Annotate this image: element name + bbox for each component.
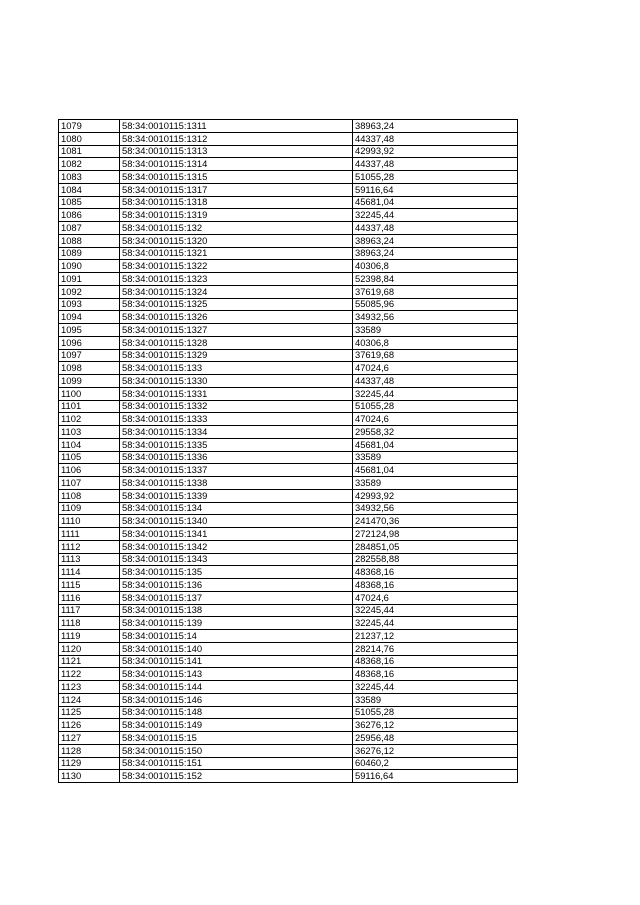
cadastral-number-cell: 58:34:0010115:1338 <box>120 477 353 490</box>
value-cell: 55085,96 <box>353 298 518 311</box>
row-number-cell: 1103 <box>59 426 120 439</box>
row-number-cell: 1125 <box>59 706 120 719</box>
row-number-cell: 1108 <box>59 489 120 502</box>
cadastral-number-cell: 58:34:0010115:1332 <box>120 400 353 413</box>
cadastral-number-cell: 58:34:0010115:138 <box>120 604 353 617</box>
table-row <box>59 732 518 745</box>
value-cell: 59116,64 <box>353 770 518 783</box>
value-cell: 47024,6 <box>353 413 518 426</box>
table-row <box>59 477 518 490</box>
table-row <box>59 528 518 541</box>
value-cell: 42993,92 <box>353 145 518 158</box>
value-cell: 44337,48 <box>353 158 518 171</box>
table-row <box>59 591 518 604</box>
table-row <box>59 426 518 439</box>
cadastral-number-cell: 58:34:0010115:148 <box>120 706 353 719</box>
row-number-cell: 1106 <box>59 464 120 477</box>
row-number-cell: 1086 <box>59 209 120 222</box>
table-row <box>59 145 518 158</box>
table-row <box>59 209 518 222</box>
value-cell: 37619,68 <box>353 349 518 362</box>
row-number-cell: 1104 <box>59 438 120 451</box>
value-cell: 32245,44 <box>353 617 518 630</box>
cadastral-number-cell: 58:34:0010115:136 <box>120 579 353 592</box>
table-row <box>59 719 518 732</box>
table-row <box>59 234 518 247</box>
row-number-cell: 1098 <box>59 362 120 375</box>
cadastral-number-cell: 58:34:0010115:149 <box>120 719 353 732</box>
row-number-cell: 1101 <box>59 400 120 413</box>
value-cell: 44337,48 <box>353 375 518 388</box>
cadastral-number-cell: 58:34:0010115:1328 <box>120 336 353 349</box>
row-number-cell: 1120 <box>59 642 120 655</box>
row-number-cell: 1097 <box>59 349 120 362</box>
table-row <box>59 668 518 681</box>
row-number-cell: 1084 <box>59 183 120 196</box>
cadastral-number-cell: 58:34:0010115:1311 <box>120 120 353 133</box>
cadastral-number-cell: 58:34:0010115:141 <box>120 655 353 668</box>
table-row <box>59 693 518 706</box>
row-number-cell: 1123 <box>59 681 120 694</box>
cadastral-number-cell: 58:34:0010115:140 <box>120 642 353 655</box>
table-row <box>59 630 518 643</box>
value-cell: 52398,84 <box>353 273 518 286</box>
cadastral-number-cell: 58:34:0010115:1320 <box>120 234 353 247</box>
cadastral-number-cell: 58:34:0010115:1319 <box>120 209 353 222</box>
table-row <box>59 681 518 694</box>
value-cell: 29558,32 <box>353 426 518 439</box>
row-number-cell: 1117 <box>59 604 120 617</box>
cadastral-number-cell: 58:34:0010115:1340 <box>120 515 353 528</box>
value-cell: 33589 <box>353 451 518 464</box>
table-body <box>59 120 518 783</box>
cadastral-number-cell: 58:34:0010115:139 <box>120 617 353 630</box>
table-row <box>59 120 518 133</box>
value-cell: 37619,68 <box>353 285 518 298</box>
cadastral-number-cell: 58:34:0010115:1329 <box>120 349 353 362</box>
cadastral-number-cell: 58:34:0010115:143 <box>120 668 353 681</box>
row-number-cell: 1118 <box>59 617 120 630</box>
cadastral-number-cell: 58:34:0010115:1327 <box>120 324 353 337</box>
row-number-cell: 1082 <box>59 158 120 171</box>
cadastral-number-cell: 58:34:0010115:1325 <box>120 298 353 311</box>
cadastral-number-cell: 58:34:0010115:15 <box>120 732 353 745</box>
row-number-cell: 1088 <box>59 234 120 247</box>
table-row <box>59 247 518 260</box>
cadastral-number-cell: 58:34:0010115:1336 <box>120 451 353 464</box>
value-cell: 42993,92 <box>353 489 518 502</box>
cadastral-number-cell: 58:34:0010115:1343 <box>120 553 353 566</box>
row-number-cell: 1085 <box>59 196 120 209</box>
cadastral-number-cell: 58:34:0010115:150 <box>120 744 353 757</box>
table-row <box>59 413 518 426</box>
row-number-cell: 1094 <box>59 311 120 324</box>
value-cell: 47024,6 <box>353 591 518 604</box>
cadastral-number-cell: 58:34:0010115:1322 <box>120 260 353 273</box>
row-number-cell: 1107 <box>59 477 120 490</box>
cadastral-number-cell: 58:34:0010115:1342 <box>120 540 353 553</box>
value-cell: 38963,24 <box>353 120 518 133</box>
value-cell: 51055,28 <box>353 706 518 719</box>
table-row <box>59 489 518 502</box>
row-number-cell: 1099 <box>59 375 120 388</box>
value-cell: 34932,56 <box>353 502 518 515</box>
value-cell: 51055,28 <box>353 400 518 413</box>
table-row <box>59 502 518 515</box>
value-cell: 45681,04 <box>353 196 518 209</box>
table-row <box>59 171 518 184</box>
cadastral-number-cell: 58:34:0010115:1341 <box>120 528 353 541</box>
table-row <box>59 196 518 209</box>
value-cell: 34932,56 <box>353 311 518 324</box>
row-number-cell: 1112 <box>59 540 120 553</box>
table-row <box>59 158 518 171</box>
table-row <box>59 387 518 400</box>
value-cell: 45681,04 <box>353 464 518 477</box>
cadastral-number-cell: 58:34:0010115:1334 <box>120 426 353 439</box>
table-row <box>59 183 518 196</box>
cadastral-number-cell: 58:34:0010115:151 <box>120 757 353 770</box>
table-row <box>59 617 518 630</box>
cadastral-number-cell: 58:34:0010115:132 <box>120 222 353 235</box>
value-cell: 32245,44 <box>353 681 518 694</box>
cadastral-number-cell: 58:34:0010115:1333 <box>120 413 353 426</box>
table-row <box>59 362 518 375</box>
value-cell: 272124,98 <box>353 528 518 541</box>
table-row <box>59 298 518 311</box>
value-cell: 45681,04 <box>353 438 518 451</box>
value-cell: 48368,16 <box>353 579 518 592</box>
table-row <box>59 566 518 579</box>
value-cell: 44337,48 <box>353 222 518 235</box>
value-cell: 48368,16 <box>353 566 518 579</box>
value-cell: 33589 <box>353 324 518 337</box>
cadastral-number-cell: 58:34:0010115:1335 <box>120 438 353 451</box>
table-row <box>59 273 518 286</box>
value-cell: 36276,12 <box>353 744 518 757</box>
row-number-cell: 1105 <box>59 451 120 464</box>
row-number-cell: 1126 <box>59 719 120 732</box>
row-number-cell: 1093 <box>59 298 120 311</box>
table-row <box>59 375 518 388</box>
row-number-cell: 1096 <box>59 336 120 349</box>
value-cell: 241470,36 <box>353 515 518 528</box>
row-number-cell: 1095 <box>59 324 120 337</box>
cadastral-number-cell: 58:34:0010115:144 <box>120 681 353 694</box>
row-number-cell: 1110 <box>59 515 120 528</box>
cadastral-number-cell: 58:34:0010115:1330 <box>120 375 353 388</box>
row-number-cell: 1114 <box>59 566 120 579</box>
cadastral-number-cell: 58:34:0010115:134 <box>120 502 353 515</box>
value-cell: 48368,16 <box>353 668 518 681</box>
cadastral-number-cell: 58:34:0010115:14 <box>120 630 353 643</box>
cadastral-number-cell: 58:34:0010115:1321 <box>120 247 353 260</box>
cadastral-number-cell: 58:34:0010115:133 <box>120 362 353 375</box>
table-row <box>59 260 518 273</box>
row-number-cell: 1091 <box>59 273 120 286</box>
table-row <box>59 222 518 235</box>
row-number-cell: 1081 <box>59 145 120 158</box>
value-cell: 48368,16 <box>353 655 518 668</box>
row-number-cell: 1083 <box>59 171 120 184</box>
cadastral-number-cell: 58:34:0010115:135 <box>120 566 353 579</box>
row-number-cell: 1121 <box>59 655 120 668</box>
row-number-cell: 1122 <box>59 668 120 681</box>
cadastral-number-cell: 58:34:0010115:1312 <box>120 132 353 145</box>
cadastral-number-cell: 58:34:0010115:146 <box>120 693 353 706</box>
table-row <box>59 642 518 655</box>
row-number-cell: 1089 <box>59 247 120 260</box>
row-number-cell: 1115 <box>59 579 120 592</box>
row-number-cell: 1113 <box>59 553 120 566</box>
table-row <box>59 438 518 451</box>
value-cell: 33589 <box>353 477 518 490</box>
row-number-cell: 1128 <box>59 744 120 757</box>
cadastral-number-cell: 58:34:0010115:1313 <box>120 145 353 158</box>
cadastral-number-cell: 58:34:0010115:1315 <box>120 171 353 184</box>
table-row <box>59 655 518 668</box>
value-cell: 284851,05 <box>353 540 518 553</box>
value-cell: 32245,44 <box>353 604 518 617</box>
value-cell: 38963,24 <box>353 247 518 260</box>
row-number-cell: 1127 <box>59 732 120 745</box>
row-number-cell: 1119 <box>59 630 120 643</box>
table-row <box>59 515 518 528</box>
row-number-cell: 1116 <box>59 591 120 604</box>
value-cell: 60460,2 <box>353 757 518 770</box>
row-number-cell: 1102 <box>59 413 120 426</box>
table-row <box>59 553 518 566</box>
table-row <box>59 464 518 477</box>
row-number-cell: 1090 <box>59 260 120 273</box>
row-number-cell: 1079 <box>59 120 120 133</box>
table-row <box>59 579 518 592</box>
value-cell: 33589 <box>353 693 518 706</box>
value-cell: 36276,12 <box>353 719 518 732</box>
cadastral-value-table <box>58 119 518 783</box>
cadastral-number-cell: 58:34:0010115:1323 <box>120 273 353 286</box>
cadastral-number-cell: 58:34:0010115:1318 <box>120 196 353 209</box>
value-cell: 59116,64 <box>353 183 518 196</box>
table-row <box>59 324 518 337</box>
table-row <box>59 744 518 757</box>
cadastral-number-cell: 58:34:0010115:1314 <box>120 158 353 171</box>
table-row <box>59 132 518 145</box>
row-number-cell: 1111 <box>59 528 120 541</box>
value-cell: 21237,12 <box>353 630 518 643</box>
cadastral-number-cell: 58:34:0010115:1324 <box>120 285 353 298</box>
table-row <box>59 540 518 553</box>
row-number-cell: 1087 <box>59 222 120 235</box>
value-cell: 51055,28 <box>353 171 518 184</box>
value-cell: 28214,76 <box>353 642 518 655</box>
value-cell: 32245,44 <box>353 209 518 222</box>
table-row <box>59 311 518 324</box>
value-cell: 282558,88 <box>353 553 518 566</box>
row-number-cell: 1100 <box>59 387 120 400</box>
table-row <box>59 349 518 362</box>
value-cell: 47024,6 <box>353 362 518 375</box>
cadastral-number-cell: 58:34:0010115:137 <box>120 591 353 604</box>
cadastral-number-cell: 58:34:0010115:1326 <box>120 311 353 324</box>
row-number-cell: 1080 <box>59 132 120 145</box>
value-cell: 40306,8 <box>353 260 518 273</box>
row-number-cell: 1124 <box>59 693 120 706</box>
table-row <box>59 757 518 770</box>
value-cell: 25956,48 <box>353 732 518 745</box>
table-row <box>59 400 518 413</box>
cadastral-number-cell: 58:34:0010115:152 <box>120 770 353 783</box>
value-cell: 44337,48 <box>353 132 518 145</box>
table-row <box>59 285 518 298</box>
value-cell: 40306,8 <box>353 336 518 349</box>
row-number-cell: 1130 <box>59 770 120 783</box>
value-cell: 32245,44 <box>353 387 518 400</box>
cadastral-number-cell: 58:34:0010115:1339 <box>120 489 353 502</box>
table-row <box>59 706 518 719</box>
row-number-cell: 1109 <box>59 502 120 515</box>
row-number-cell: 1129 <box>59 757 120 770</box>
cadastral-number-cell: 58:34:0010115:1317 <box>120 183 353 196</box>
table-row <box>59 336 518 349</box>
value-cell: 38963,24 <box>353 234 518 247</box>
cadastral-number-cell: 58:34:0010115:1331 <box>120 387 353 400</box>
table-row <box>59 604 518 617</box>
table-row <box>59 451 518 464</box>
row-number-cell: 1092 <box>59 285 120 298</box>
table-row <box>59 770 518 783</box>
cadastral-number-cell: 58:34:0010115:1337 <box>120 464 353 477</box>
